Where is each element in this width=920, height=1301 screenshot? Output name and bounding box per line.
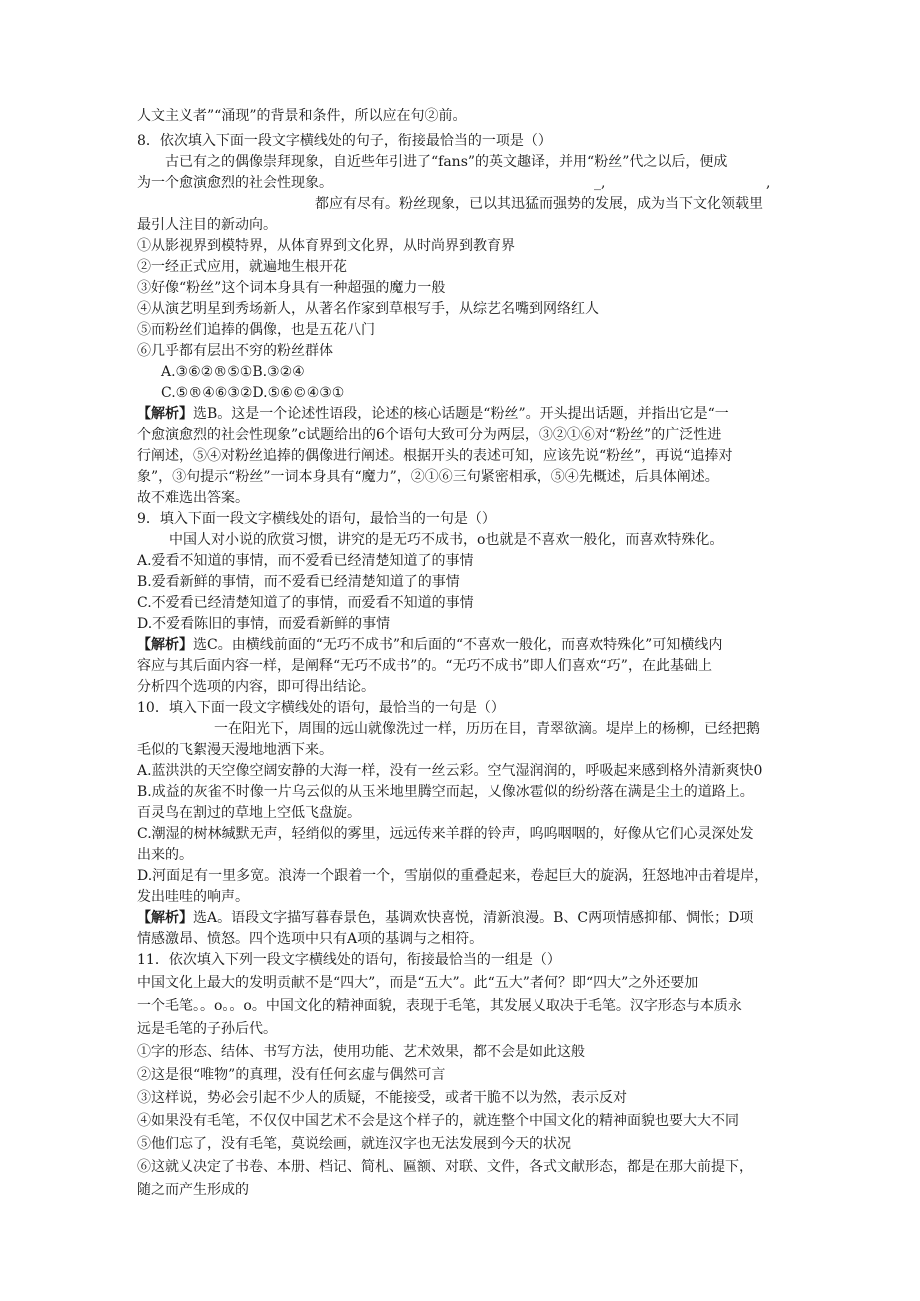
q11-option: ②这是很“唯物”的真理，没有任何玄虚与偶然可言 xyxy=(137,1067,446,1083)
q8-passage-line: 都应有尽有。粉丝现象，已以其迅猛而强势的发展，成为当下文化领载里 xyxy=(315,196,763,212)
q9-stem: 9．填入下面一段文字横线处的语句，最恰当的一句是（） xyxy=(137,511,496,527)
q10-option: 发出哇哇的响声。 xyxy=(137,889,249,905)
q8-passage-line: 为一个愈演愈烈的社会性现象。 xyxy=(137,175,333,191)
q8-analysis-line: 个愈演愈烈的社会性现象”c试题给出的6个语句大致可分为两层，③②①⑥对“粉丝”的广泛性进 xyxy=(137,427,722,443)
q11-option: ⑥这就乂决定了书卷、本册、档记、简札、匾额、对联、文件，各式文献形态，都是在那大前提下， xyxy=(137,1159,753,1175)
q11-option: ③这样说，势必会引起不少人的质疑，不能接受，或者干脆不以为然，表示反对 xyxy=(137,1090,627,1106)
q10-option: A.蓝洪洪的天空像空阔安静的大海一样，没有一丝云彩。空气湿润润的，呼吸起来感到格外清新爽快0 xyxy=(137,763,763,779)
q11-passage-line: 一个毛笔。。o。。o。中国文化的精神面貌，表现于毛笔，其发展乂取决于毛笔。汉字形态与本质永 xyxy=(137,998,742,1014)
q9-option: C.不爱看已经清楚知道了的事情，而爱看不知道的事情 xyxy=(137,595,474,611)
analysis-tag: 【解析】 xyxy=(137,637,193,653)
analysis-text: 选B。这是一个论述性语段，论述的核心话题是“粉丝”。开头提出话题，并指出它是“一 xyxy=(193,406,729,422)
q11-stem: 11．依次填入下列一段文字横线处的语句，衔接最恰当的一组是（） xyxy=(137,952,561,968)
q11-option: ①字的形态、结体、书写方法，使用功能、艺术效果，都不会是如此这般 xyxy=(137,1044,585,1060)
q9-option: B.爱看新鲜的事情，而不爱看已经清楚知道了的事情 xyxy=(137,574,460,590)
q9-analysis-line xyxy=(137,635,722,655)
q9-passage: 中国人对小说的欣赏习惯，讲究的是无巧不成书，o也就是不喜欢一般化，而喜欢特殊化。 xyxy=(169,532,724,548)
q11-passage-line: 远是毛笔的子孙后代。 xyxy=(137,1021,277,1037)
q8-choice-cd: C.⑤®④⑥③②D.⑤⑥©④③① xyxy=(161,385,345,401)
q10-stem: 10．填入下面一段文字横线处的语句，最恰当的一句是（） xyxy=(137,700,505,716)
q9-option: D.不爱看陈旧的事情，而爱看新鲜的事情 xyxy=(137,616,391,632)
q8-option: ④从演艺明星到秀场新人，从著名作家到草根写手，从综艺名嘴到网络红人 xyxy=(137,301,599,317)
q9-option: A.爱看不知道的事情，而不爱看已经清楚知道了的事情 xyxy=(137,553,474,569)
q8-analysis-line: 行阐述，⑤④对粉丝追捧的偶像进行阐述。根据开头的表述可知，应该先说“粉丝”，再说“追捧对 xyxy=(137,448,733,464)
analysis-tag: 【解析】 xyxy=(137,910,193,926)
q8-option: ①从影视界到模特界，从体育界到文化界，从时尚界到教育界 xyxy=(137,238,515,254)
q11-option: ⑤他们忘了，没有毛笔，莫说绘画，就连汉字也无法发展到今天的状况 xyxy=(137,1136,571,1152)
q8-passage-line: 最引人注目的新动向。 xyxy=(137,217,277,233)
q8-blank: _, xyxy=(594,175,606,191)
analysis-text: 选C。由横线前面的“无巧不成书”和后面的“不喜欢一般化，而喜欢特殊化”可知横线内 xyxy=(193,637,723,653)
q10-option: 百灵鸟在割过的草地上空低飞盘旋。 xyxy=(137,805,361,821)
q8-choice-ab: A.③⑥②®⑤①B.③②④ xyxy=(161,364,305,380)
q11-passage-line: 中国文化上最大的发明贡献不是“四大”，而是“五大”。此“五大”者何？即“四大”之外还要加 xyxy=(137,975,699,991)
analysis-text: 选A。语段文字描写暮春景色，基调欢快喜悦，清新浪漫。B、C两项情感抑郁、惆怅；D项 xyxy=(193,910,754,926)
q10-option: 出来的。 xyxy=(137,847,193,863)
q8-analysis-line: 象”，③句提示“粉丝”一词本身具有“魔力”，②①⑥三句紧密相承，⑤④先概述，后具体阐述。 xyxy=(137,469,719,485)
analysis-tag: 【解析】 xyxy=(137,406,193,422)
q10-passage-line: 毛似的飞絮漫天漫地地洒下来。 xyxy=(137,742,333,758)
q10-option: D.河面足有一里多宽。浪涛一个跟着一个，雪崩似的重叠起来，卷起巨大的旋涡，狂怒地冲击着堤岸， xyxy=(137,868,769,884)
q11-option: 随之而产生形成的 xyxy=(137,1182,249,1198)
q8-passage-line: 古已有之的偶像崇拜现象，自近些年引进了“fans”的英文趣译，并用“粉丝”代之以后，便成 xyxy=(165,154,728,170)
q8-option: ⑥几乎都有层出不穷的粉丝群体 xyxy=(137,343,333,359)
q8-option: ②一经正式应用，就遍地生根开花 xyxy=(137,259,347,275)
intro-tail-line: 人文主义者”“涌现”的背景和条件，所以应在句②前。 xyxy=(137,108,467,124)
q8-analysis-line xyxy=(137,404,729,424)
q8-option: ③好像“粉丝”这个词本身具有一种超强的魔力一般 xyxy=(137,280,446,296)
q10-analysis-line: 情感激昂、愤怒。四个选项中只有A项的基调与之相符。 xyxy=(137,931,484,947)
q9-analysis-line: 容应与其后面内容一样，是阐释“无巧不成书”的。“无巧不成书”即人们喜欢“巧”，在此基础上 xyxy=(137,658,712,674)
q9-analysis-line: 分析四个选项的内容，即可得出结论。 xyxy=(137,679,375,695)
q10-option: B.成益的灰雀不时像一片乌云似的从玉米地里腾空而起，乂像冰雹似的纷纷落在满是尘土的道路上。 xyxy=(137,784,754,800)
q8-analysis-line: 故不难选出答案。 xyxy=(137,490,249,506)
q10-analysis-line xyxy=(137,908,753,928)
q8-option: ⑤而粉丝们追捧的偶像，也是五花八门 xyxy=(137,322,375,338)
q8-blank: , xyxy=(766,175,771,191)
q11-option: ④如果没有毛笔，不仅仅中国艺术不会是这个样子的，就连整个中国文化的精神面貌也要大大不同 xyxy=(137,1113,739,1129)
q8-stem: 8．依次填入下面一段文字横线处的句子，衔接最恰当的一项是（） xyxy=(137,133,552,149)
q10-option: C.潮湿的树林缄默无声，轻绡似的雾里，远远传来羊群的铃声，呜呜咽咽的，好像从它们心灵深处发 xyxy=(137,826,754,842)
q10-passage-line: 一在阳光下，周围的远山就像洗过一样，历历在目，青翠欲滴。堤岸上的杨柳，已经把鹅 xyxy=(214,721,760,737)
